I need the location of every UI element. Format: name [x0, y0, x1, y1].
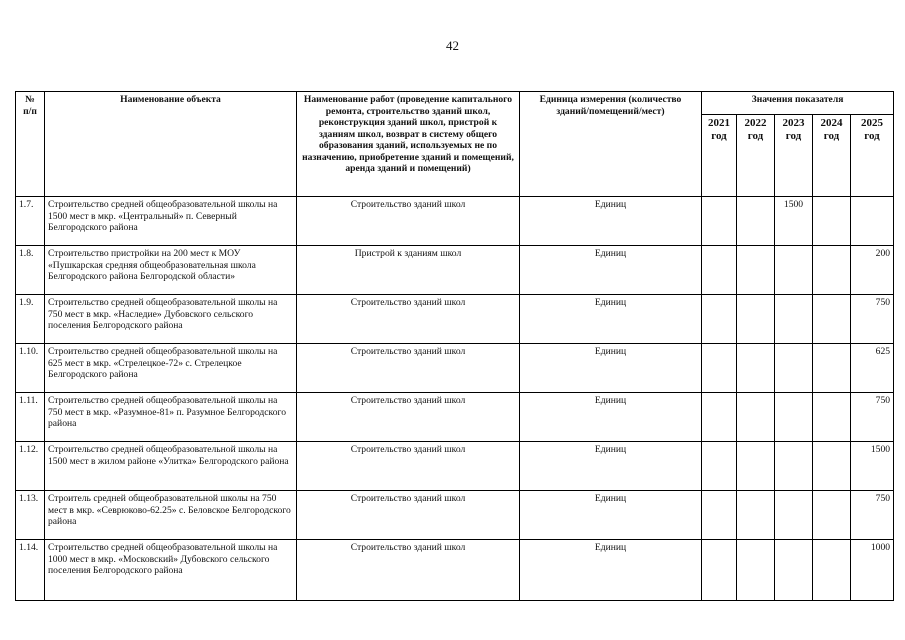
- row-value-2023: [775, 344, 813, 393]
- row-work: Пристрой к зданиям школ: [297, 246, 520, 295]
- row-value-2021: [702, 344, 737, 393]
- header-year-2023: 2023 год: [775, 115, 813, 197]
- row-value-2025: 750: [851, 491, 894, 540]
- row-value-2025: 750: [851, 393, 894, 442]
- row-value-2023: [775, 540, 813, 601]
- table-row: [16, 491, 894, 540]
- row-value-2023: [775, 442, 813, 491]
- row-unit: Единиц: [520, 246, 702, 295]
- table-row: [16, 246, 894, 295]
- row-num: 1.10.: [16, 344, 45, 393]
- row-num: 1.14.: [16, 540, 45, 601]
- row-object: Строительство средней общеобразовательной школы на 625 мест в мкр. «Стрелецкое-72» с. Стрелецкое Белгородского района: [45, 344, 297, 393]
- row-work: Строительство зданий школ: [297, 295, 520, 344]
- row-value-2022: [737, 295, 775, 344]
- row-object: Строительство средней общеобразовательной школы на 1500 мест в мкр. «Центральный» п. Северный Белгородского района: [45, 197, 297, 246]
- header-object-name: Наименование объекта: [45, 92, 297, 197]
- header-year-2025: 2025 год: [851, 115, 894, 197]
- row-object: Строительство пристройки на 200 мест к МОУ «Пушкарская средняя общеобразовательная школа Белгородского района Белгородской области»: [45, 246, 297, 295]
- table-row: [16, 540, 894, 601]
- header-work-name: Наименование работ (проведение капитального ремонта, строительство зданий школ, реконструкция зданий школ, пристрой к зданиям школ, возврат в систему общего образования зданий, используемых не по назначению, приобретение зданий и помещений, аренда зданий и помещений): [297, 92, 520, 197]
- table-row: [16, 344, 894, 393]
- row-value-2023: 1500: [775, 197, 813, 246]
- row-value-2024: [813, 295, 851, 344]
- row-value-2022: [737, 197, 775, 246]
- row-num: 1.8.: [16, 246, 45, 295]
- row-value-2024: [813, 540, 851, 601]
- row-unit: Единиц: [520, 393, 702, 442]
- row-num: 1.13.: [16, 491, 45, 540]
- row-value-2021: [702, 197, 737, 246]
- row-value-2022: [737, 393, 775, 442]
- row-work: Строительство зданий школ: [297, 393, 520, 442]
- row-value-2021: [702, 491, 737, 540]
- row-work: Строительство зданий школ: [297, 491, 520, 540]
- row-value-2024: [813, 491, 851, 540]
- page-number: 42: [446, 38, 459, 53]
- row-value-2021: [702, 393, 737, 442]
- row-value-2022: [737, 344, 775, 393]
- row-unit: Единиц: [520, 197, 702, 246]
- row-value-2025: 1000: [851, 540, 894, 601]
- row-object: Строительство средней общеобразовательной школы на 1000 мест в мкр. «Московский» Дубовского сельского поселения Белгородского района: [45, 540, 297, 601]
- row-value-2025: [851, 197, 894, 246]
- row-value-2024: [813, 393, 851, 442]
- row-unit: Единиц: [520, 540, 702, 601]
- row-value-2023: [775, 491, 813, 540]
- row-value-2024: [813, 442, 851, 491]
- row-value-2023: [775, 246, 813, 295]
- row-value-2025: 750: [851, 295, 894, 344]
- row-value-2023: [775, 295, 813, 344]
- row-work: Строительство зданий школ: [297, 344, 520, 393]
- row-object: Строительство средней общеобразовательной школы на 750 мест в мкр. «Наследие» Дубовского сельского поселения Белгородского района: [45, 295, 297, 344]
- row-work: Строительство зданий школ: [297, 197, 520, 246]
- header-values-group: Значения показателя: [702, 92, 894, 115]
- table-row: [16, 295, 894, 344]
- row-work: Строительство зданий школ: [297, 442, 520, 491]
- table-row: [16, 442, 894, 491]
- row-value-2023: [775, 393, 813, 442]
- row-unit: Единиц: [520, 491, 702, 540]
- row-unit: Единиц: [520, 344, 702, 393]
- header-unit: Единица измерения (количество зданий/помещений/мест): [520, 92, 702, 197]
- row-value-2024: [813, 246, 851, 295]
- indicators-table: [15, 91, 894, 601]
- row-num: 1.12.: [16, 442, 45, 491]
- row-value-2025: 625: [851, 344, 894, 393]
- row-unit: Единиц: [520, 295, 702, 344]
- row-value-2021: [702, 295, 737, 344]
- row-value-2025: 200: [851, 246, 894, 295]
- row-num: 1.7.: [16, 197, 45, 246]
- row-value-2024: [813, 197, 851, 246]
- row-value-2021: [702, 246, 737, 295]
- row-object: Строительство средней общеобразовательной школы на 1500 мест в жилом районе «Улитка» Белгородского района: [45, 442, 297, 491]
- row-num: 1.11.: [16, 393, 45, 442]
- table-row: [16, 393, 894, 442]
- row-value-2021: [702, 442, 737, 491]
- table-row: [16, 197, 894, 246]
- row-work: Строительство зданий школ: [297, 540, 520, 601]
- row-value-2022: [737, 540, 775, 601]
- header-num: № п/п: [16, 92, 45, 197]
- header-year-2022: 2022 год: [737, 115, 775, 197]
- row-object: Строительство средней общеобразовательной школы на 750 мест в мкр. «Разумное-81» п. Разумное Белгородского района: [45, 393, 297, 442]
- row-value-2022: [737, 442, 775, 491]
- row-value-2021: [702, 540, 737, 601]
- row-value-2024: [813, 344, 851, 393]
- row-value-2022: [737, 246, 775, 295]
- row-value-2025: 1500: [851, 442, 894, 491]
- row-object: Строитель средней общеобразовательной школы на 750 мест в мкр. «Севрюково-62.25» с. Беловское Белгородского района: [45, 491, 297, 540]
- header-year-2021: 2021 год: [702, 115, 737, 197]
- row-unit: Единиц: [520, 442, 702, 491]
- row-num: 1.9.: [16, 295, 45, 344]
- header-year-2024: 2024 год: [813, 115, 851, 197]
- row-value-2022: [737, 491, 775, 540]
